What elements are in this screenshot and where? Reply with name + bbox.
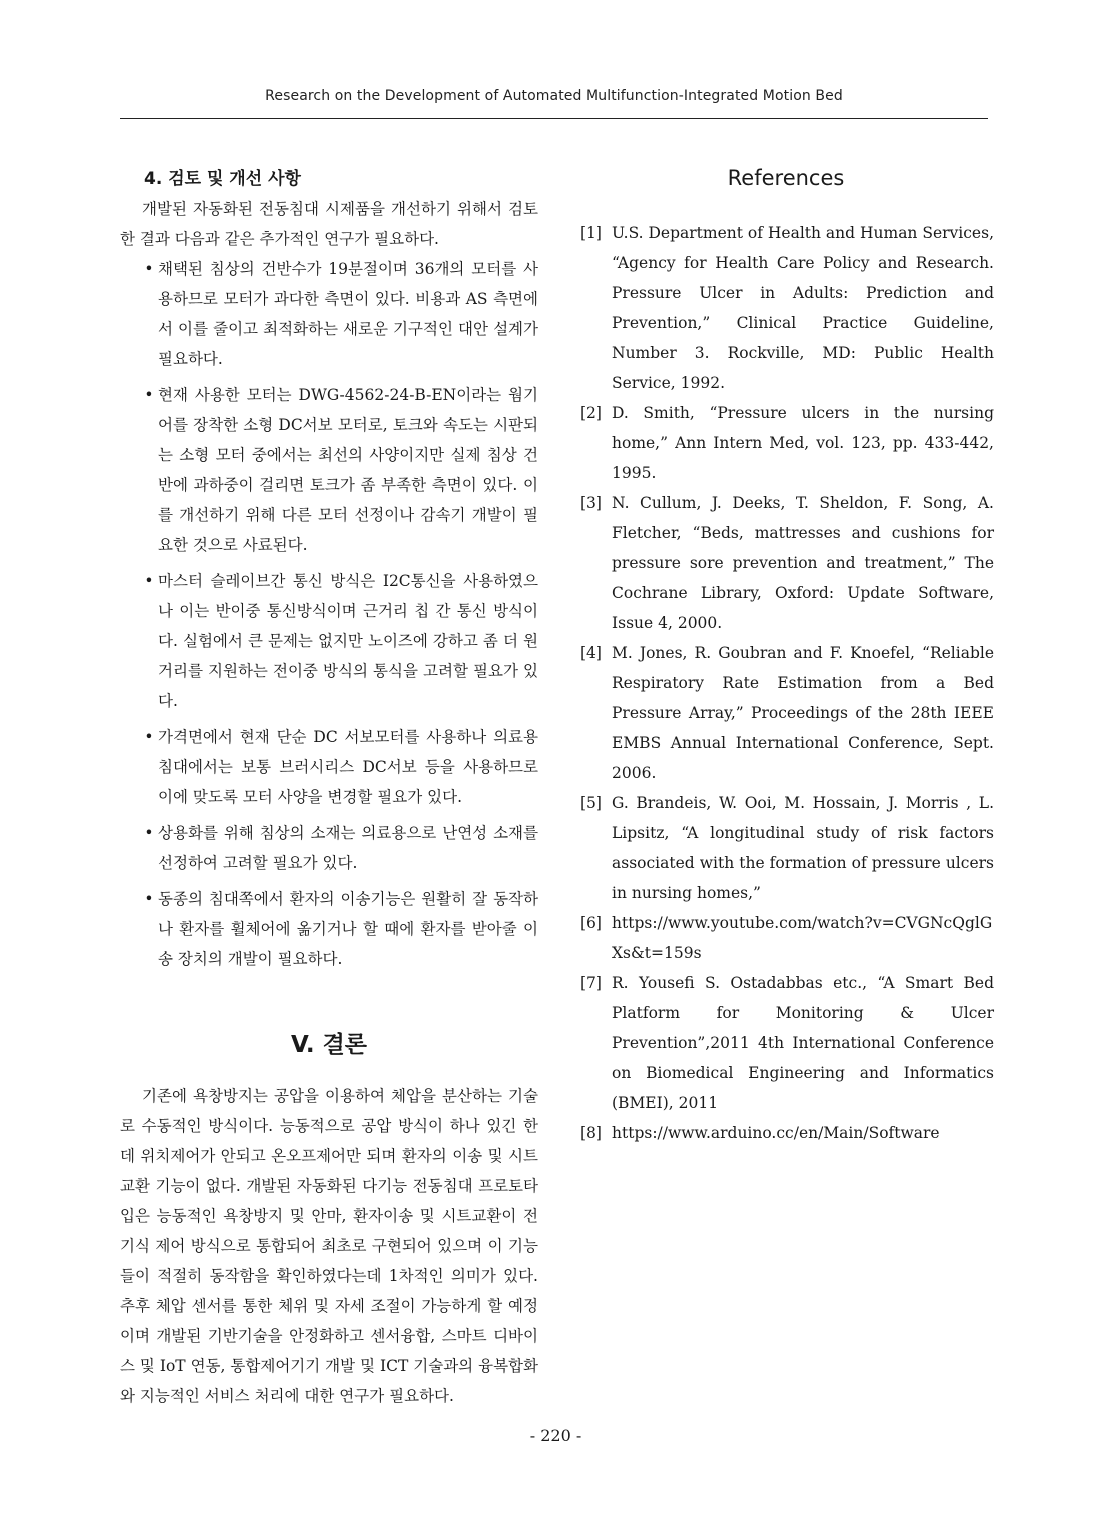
right-column <box>578 160 994 1148</box>
list-item-text: 채택된 침상의 건반수가 19분절이며 36개의 모터를 사용하므로 모터가 과다한 측면이 있다. 비용과 AS 측면에서 이를 줄이고 최적화하는 새로운 기구적인 대안 설계가 필요하다. <box>158 260 538 368</box>
reference-number: [2] <box>580 404 602 422</box>
reference-text: G. Brandeis, W. Ooi, M. Hossain, J. Morris , L. Lipsitz, “A longitudinal study of risk factors associated with the formation of pressure ulcers in nursing homes,” <box>612 794 994 902</box>
left-column <box>120 160 538 1411</box>
reference-item <box>578 638 994 788</box>
list-item-text: 동종의 침대쪽에서 환자의 이송기능은 원활히 잘 동작하나 환자를 휠체어에 옮기거나 할 때에 환자를 받아줄 이송 장치의 개발이 필요하다. <box>158 890 538 968</box>
bullet-icon: • <box>144 728 154 746</box>
list-item <box>120 566 538 716</box>
reference-text: D. Smith, “Pressure ulcers in the nursing home,” Ann Intern Med, vol. 123, pp. 433-442, 1995. <box>612 404 994 482</box>
reference-number: [8] <box>580 1124 602 1142</box>
references-heading: References <box>727 166 845 190</box>
reference-number: [7] <box>580 974 602 992</box>
reference-item <box>578 488 994 638</box>
page-number: - 220 - <box>529 1426 582 1445</box>
reference-number: [6] <box>580 914 602 932</box>
reference-item <box>578 968 994 1118</box>
header-rule <box>120 118 988 119</box>
conclusion-heading: V. 결론 <box>290 1032 368 1058</box>
reference-item <box>578 908 994 968</box>
reference-item <box>578 398 994 488</box>
list-item <box>120 722 538 812</box>
references-list <box>578 218 994 1148</box>
list-item <box>120 254 538 374</box>
reference-number: [5] <box>580 794 602 812</box>
list-item-text: 가격면에서 현재 단순 DC 서보모터를 사용하나 의료용 침대에서는 보통 브러시리스 DC서보 등을 사용하므로 이에 맞도록 모터 사양을 변경할 필요가 있다. <box>158 728 538 806</box>
list-item <box>120 884 538 974</box>
reference-text: https://www.arduino.cc/en/Main/Software <box>612 1124 940 1142</box>
reference-item <box>578 788 994 908</box>
reference-text: M. Jones, R. Goubran and F. Knoefel, “Reliable Respiratory Rate Estimation from a Bed Pressure Array,” Proceedings of the 28th IEEE EMBS Annual International Conference, Sept. 2006. <box>612 644 994 782</box>
reference-text: R. Yousefi S. Ostadabbas etc., “A Smart Bed Platform for Monitoring & Ulcer Prevention”,2011 4th International Conference on Biomedical Engineering and Informatics (BMEI), 2011 <box>612 974 994 1112</box>
bullet-icon: • <box>144 890 154 908</box>
list-item-text: 상용화를 위해 침상의 소재는 의료용으로 난연성 소재를 선정하여 고려할 필요가 있다. <box>158 824 538 872</box>
reference-number: [4] <box>580 644 602 662</box>
reference-number: [1] <box>580 224 602 242</box>
conclusion-body: 기존에 욕창방지는 공압을 이용하여 체압을 분산하는 기술로 수동적인 방식이다. 능동적으로 공압 방식이 하나 있긴 한데 위치제어가 안되고 온오프제어만 되며 환자의 이송 및 시트 교환 기능이 없다. 개발된 자동화된 다기능 전동침대 프로토타입은 능동적인 욕창방지 및 안마, 환자이송 및 시트교환이 전기식 제어 방식으로 통합되어 최초로 구현되어 있으며 이 기능들이 적절히 동작함을 확인하였다는데 1차적인 의미가 있다. 추후 체압 센서를 통한 체위 및 자세 조절이 가능하게 할 예정이며 개발된 기반기술을 안정화하고 센서융합, 스마트 디바이스 및 IoT 연동, 통합제어기기 개발 및 ICT 기술과의 융복합화와 지능적인 서비스 처리에 대한 연구가 필요하다. <box>120 1087 538 1405</box>
section-intro: 개발된 자동화된 전동침대 시제품을 개선하기 위해서 검토한 결과 다음과 같은 추가적인 연구가 필요하다. <box>120 200 538 248</box>
reference-text: U.S. Department of Health and Human Services, “Agency for Health Care Policy and Research. Pressure Ulcer in Adults: Prediction and Prevention,” Clinical Practice Guideline, Number 3. Rockville, MD: Public Health Service, 1992. <box>612 224 994 392</box>
bullet-icon: • <box>144 572 154 590</box>
reference-text: N. Cullum, J. Deeks, T. Sheldon, F. Song, A. Fletcher, “Beds, mattresses and cushions for pressure sore prevention and treatment,” The Cochrane Library, Oxford: Update Software, Issue 4, 2000. <box>612 494 994 632</box>
reference-number: [3] <box>580 494 602 512</box>
list-item <box>120 818 538 878</box>
list-item-text: 현재 사용한 모터는 DWG-4562-24-B-EN이라는 웜기어를 장착한 소형 DC서보 모터로, 토크와 속도는 시판되는 소형 모터 중에서는 최선의 사양이지만 실제 침상 건반에 과하중이 걸리면 토크가 좀 부족한 측면이 있다. 이를 개선하기 위해 다른 모터 선정이나 감속기 개발이 필요한 것으로 사료된다. <box>158 386 538 554</box>
reference-text: https://www.youtube.com/watch?v=CVGNcQglG Xs&t=159s <box>612 914 993 962</box>
section-heading: 4. 검토 및 개선 사항 <box>144 169 301 189</box>
running-head: Research on the Development of Automated Multifunction-Integrated Motion Bed <box>265 88 843 104</box>
reference-item <box>578 218 994 398</box>
bullet-icon: • <box>144 386 154 404</box>
improvement-list <box>120 254 538 974</box>
list-item <box>120 380 538 560</box>
bullet-icon: • <box>144 824 154 842</box>
bullet-icon: • <box>144 260 154 278</box>
reference-item <box>578 1118 994 1148</box>
list-item-text: 마스터 슬레이브간 통신 방식은 I2C통신을 사용하였으나 이는 반이중 통신방식이며 근거리 칩 간 통신 방식이다. 실험에서 큰 문제는 없지만 노이즈에 강하고 좀 더 원거리를 지원하는 전이중 방식의 통식을 고려할 필요가 있다. <box>158 572 538 710</box>
